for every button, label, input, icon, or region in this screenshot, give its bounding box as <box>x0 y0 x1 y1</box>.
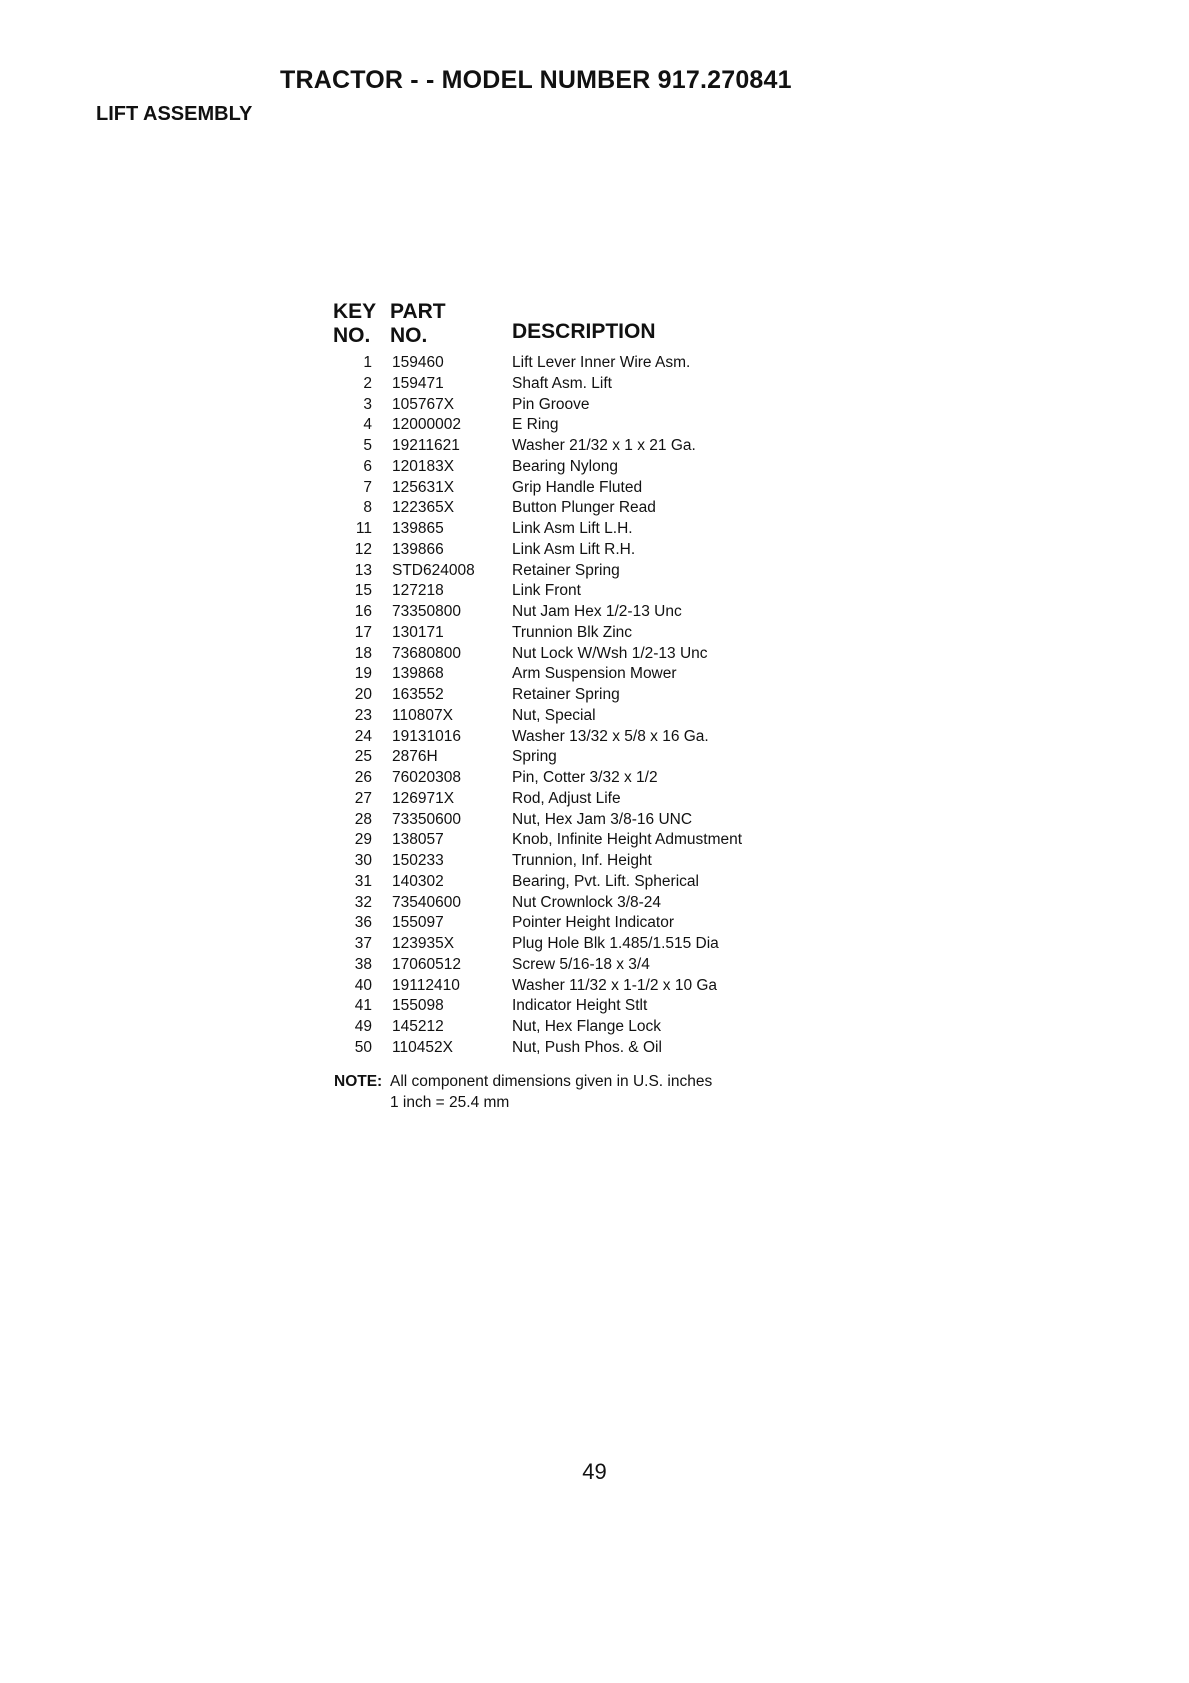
part-number: 139868 <box>392 665 444 683</box>
key-number: 20 <box>354 686 372 703</box>
key-number: 31 <box>354 872 372 890</box>
key-number: 36 <box>354 914 372 932</box>
key-number: 26 <box>354 769 372 786</box>
key-number: 38 <box>354 955 372 973</box>
part-description: Rod, Adjust Life <box>512 789 621 807</box>
part-description: Washer 21/32 x 1 x 21 Ga. <box>512 437 696 454</box>
key-number: 5 <box>363 437 372 454</box>
part-number: 159460 <box>392 354 444 371</box>
part-number-header <box>390 300 470 348</box>
key-header-line-2: NO. <box>333 324 371 347</box>
note-label: NOTE: <box>334 1073 383 1090</box>
key-number: 7 <box>363 478 372 496</box>
part-description: Bearing Nylong <box>512 457 618 475</box>
part-number: 155098 <box>392 997 444 1015</box>
part-description: Link Asm Lift R.H. <box>512 540 636 558</box>
key-number: 18 <box>354 644 372 662</box>
part-number: 155097 <box>392 914 444 932</box>
part-number: 110452X <box>392 1038 453 1056</box>
note-conversion: 1 inch = 25.4 mm <box>390 1094 510 1111</box>
section-title: LIFT ASSEMBLY <box>96 103 253 125</box>
part-number: 76020308 <box>392 769 461 786</box>
part-number: 73350800 <box>392 603 461 620</box>
part-number: 73350600 <box>392 810 461 828</box>
part-description: Retainer Spring <box>512 561 620 579</box>
part-number: 17060512 <box>392 955 461 973</box>
page-number: 49 <box>582 1459 607 1484</box>
note-text: All component dimensions given in U.S. inches <box>390 1073 713 1090</box>
part-description: Washer 13/32 x 5/8 x 16 Ga. <box>512 727 709 745</box>
description-header: DESCRIPTION <box>512 320 656 343</box>
part-description: Nut, Push Phos. & Oil <box>512 1038 662 1056</box>
part-description: Arm Suspension Mower <box>512 665 677 683</box>
part-description: Pin, Cotter 3/32 x 1/2 <box>512 769 658 786</box>
key-number: 41 <box>354 997 372 1015</box>
part-description: Lift Lever Inner Wire Asm. <box>512 354 691 371</box>
part-description: Nut, Hex Flange Lock <box>512 1018 662 1035</box>
part-number: 12000002 <box>392 416 461 434</box>
part-description: Grip Handle Fluted <box>512 478 643 496</box>
part-number: 126971X <box>392 789 455 807</box>
part-description: Nut Jam Hex 1/2-13 Unc <box>512 603 682 620</box>
part-description: Nut Crownlock 3/8-24 <box>512 893 662 911</box>
part-number: 19112410 <box>392 976 460 994</box>
part-description: E Ring <box>512 416 559 434</box>
key-number: 37 <box>354 935 372 952</box>
part-description: Link Asm Lift L.H. <box>512 520 633 537</box>
part-description: Screw 5/16-18 x 3/4 <box>512 955 650 973</box>
part-number: 120183X <box>392 457 455 475</box>
part-number: STD624008 <box>392 561 475 579</box>
part-description: Pin Groove <box>512 395 590 413</box>
part-description: Knob, Infinite Height Admustment <box>512 831 743 849</box>
part-number: 125631X <box>392 478 455 496</box>
key-number: 17 <box>354 623 372 641</box>
page-title: TRACTOR - - MODEL NUMBER 917.270841 <box>280 66 792 94</box>
part-description: Spring <box>512 748 557 766</box>
part-description: Indicator Height Stlt <box>512 997 648 1015</box>
key-number: 40 <box>354 976 372 994</box>
key-number: 19 <box>354 665 372 683</box>
part-description: Shaft Asm. Lift <box>512 374 612 392</box>
part-description: Pointer Height Indicator <box>512 914 674 932</box>
part-description: Nut, Special <box>512 706 596 724</box>
part-number: 105767X <box>392 395 455 413</box>
key-number: 4 <box>363 416 372 434</box>
part-description: Link Front <box>512 582 581 600</box>
part-number: 73540600 <box>392 893 461 911</box>
key-header-line-1: KEY <box>333 300 377 323</box>
part-number: 110807X <box>392 706 453 724</box>
key-number: 2 <box>363 374 372 392</box>
part-number: 2876H <box>392 748 438 766</box>
part-description: Button Plunger Read <box>512 499 656 517</box>
part-number: 150233 <box>392 852 444 869</box>
part-number: 138057 <box>392 831 444 849</box>
key-number: 30 <box>354 852 372 869</box>
part-description: Retainer Spring <box>512 686 620 703</box>
part-number: 159471 <box>392 374 444 392</box>
part-number: 19131016 <box>392 727 461 745</box>
key-number: 23 <box>354 706 372 724</box>
key-number: 3 <box>363 395 372 413</box>
key-number: 16 <box>354 603 372 620</box>
part-description: Plug Hole Blk 1.485/1.515 Dia <box>512 935 719 952</box>
part-description: Washer 11/32 x 1-1/2 x 10 Ga <box>512 976 718 994</box>
key-number: 12 <box>354 540 372 558</box>
key-number: 8 <box>363 499 372 517</box>
key-number: 32 <box>354 893 372 911</box>
key-number: 25 <box>354 748 372 766</box>
key-number: 15 <box>354 582 372 600</box>
part-number: 73680800 <box>392 644 461 662</box>
key-number: 50 <box>354 1038 372 1056</box>
key-number: 13 <box>354 561 372 579</box>
part-number: 123935X <box>392 935 455 952</box>
part-number: 122365X <box>392 499 455 517</box>
part-number: 140302 <box>392 872 444 890</box>
key-number: 6 <box>363 457 372 475</box>
part-number: 163552 <box>392 686 444 703</box>
key-number-header <box>333 300 383 348</box>
key-number: 24 <box>354 727 372 745</box>
key-number: 49 <box>354 1018 372 1035</box>
part-description: Nut, Hex Jam 3/8-16 UNC <box>512 810 693 828</box>
part-number: 139865 <box>392 520 444 537</box>
part-description: Trunnion, Inf. Height <box>512 852 652 869</box>
part-number: 130171 <box>392 623 444 641</box>
part-number: 19211621 <box>392 437 460 454</box>
part-number: 145212 <box>392 1018 444 1035</box>
key-number: 1 <box>363 354 372 371</box>
part-header-line-1: PART <box>390 300 446 323</box>
part-description: Bearing, Pvt. Lift. Spherical <box>512 872 699 890</box>
key-number: 27 <box>354 789 372 807</box>
key-number: 29 <box>354 831 372 849</box>
key-number: 11 <box>355 520 372 537</box>
part-number: 139866 <box>392 540 444 558</box>
part-description: Trunnion Blk Zinc <box>512 623 633 641</box>
part-header-line-2: NO. <box>390 324 428 347</box>
key-number: 28 <box>354 810 372 828</box>
part-description: Nut Lock W/Wsh 1/2-13 Unc <box>512 644 708 662</box>
part-number: 127218 <box>392 582 444 600</box>
